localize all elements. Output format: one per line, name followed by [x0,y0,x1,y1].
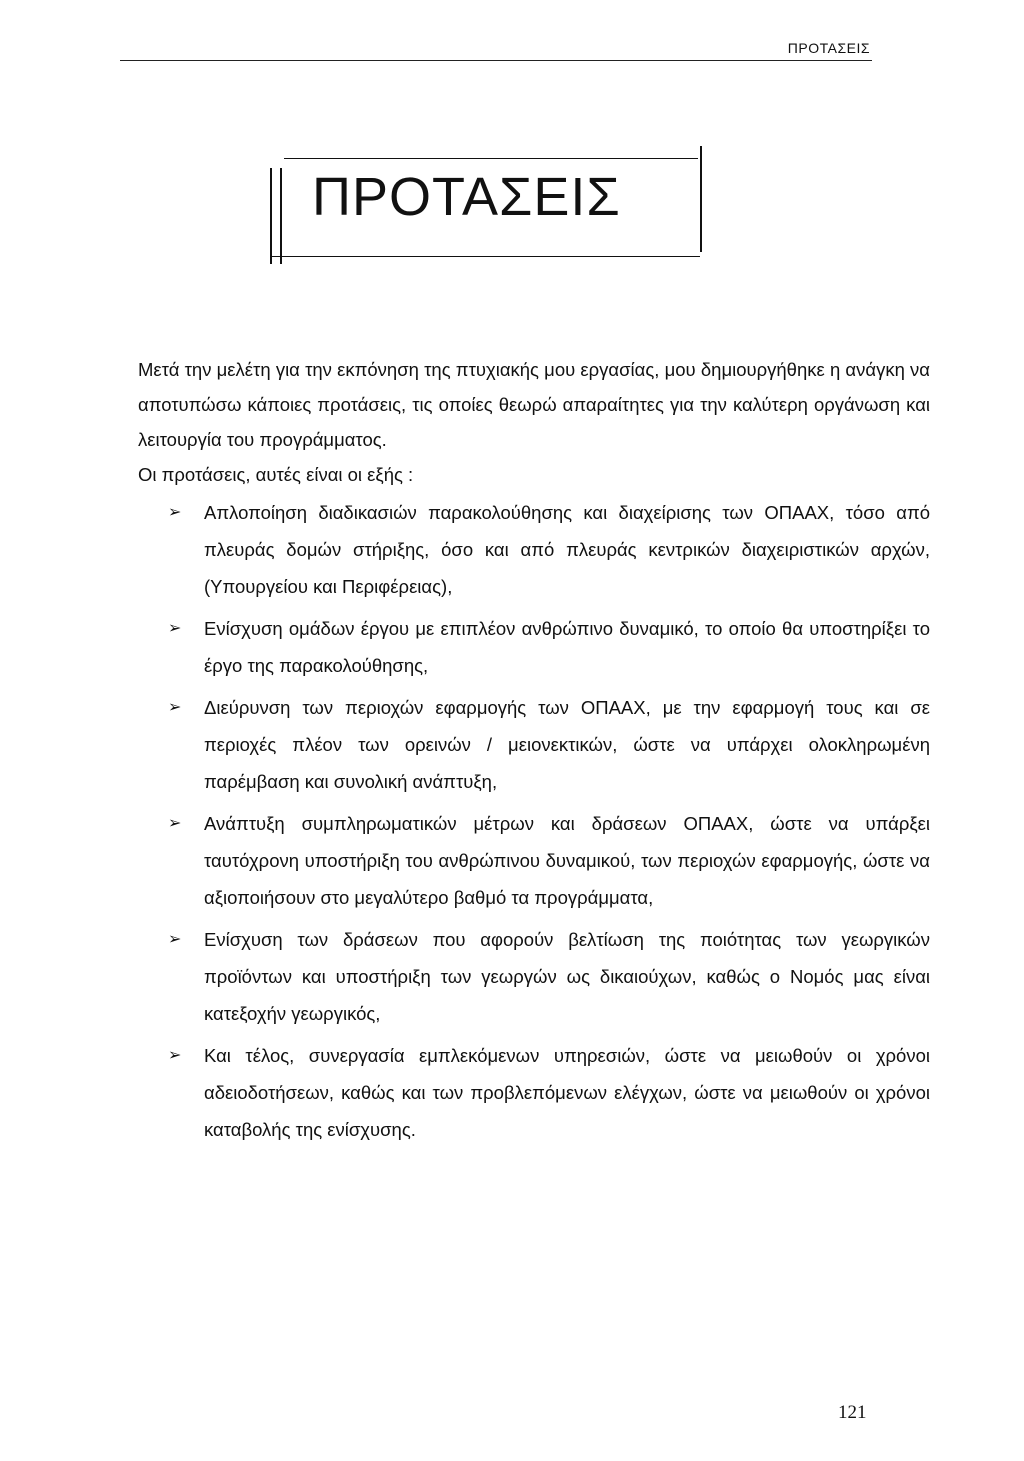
title-box-left-border-inner [280,168,282,264]
page-title: ΠΡΟΤΑΣΕΙΣ [312,167,621,227]
proposal-text: Και τέλος, συνεργασία εμπλεκόμενων υπηρεσιών, ώστε να μειωθούν οι χρόνοι αδειοδοτήσεων, καθώς και των προβλεπόμενων ελέγχων, ώστε να μειωθούν οι χρόνοι καταβολής της ενίσχυσης. [204,1045,930,1140]
intro-lead: Οι προτάσεις, αυτές είναι οι εξής : [138,464,414,485]
proposal-item [138,1037,930,1148]
arrow-bullet-icon: ➢ [168,699,182,716]
arrow-bullet-icon: ➢ [168,931,182,948]
title-box-left-border-outer [270,168,272,264]
proposal-item [138,610,930,684]
proposal-item [138,689,930,800]
page-number: 121 [838,1402,867,1423]
proposals-list [138,494,930,1148]
proposal-text: Ενίσχυση ομάδων έργου με επιπλέον ανθρώπινο δυναμικό, το οποίο θα υποστηρίξει το έργο της παρακολούθησης, [204,618,930,676]
intro-text: Μετά την μελέτη για την εκπόνηση της πτυχιακής μου εργασίας, μου δημιουργήθηκε η ανάγκη να αποτυπώσω κάποιες προτάσεις, τις οποίες θεωρώ απαραίτητες για την καλύτερη οργάνωση και λειτουργία του προγράμματος. [138,359,930,450]
header-rule [120,60,872,61]
title-box-right-border [700,146,702,252]
intro-paragraph [138,352,930,492]
arrow-bullet-icon: ➢ [168,620,182,637]
proposal-text: Απλοποίηση διαδικασιών παρακολούθησης και διαχείρισης των ΟΠΑΑΧ, τόσο από πλευράς δομών στήριξης, όσο και από πλευράς κεντρικών διαχειριστικών αρχών, (Υπουργείου και Περιφέρειας), [204,502,930,597]
proposal-item [138,805,930,916]
arrow-bullet-icon: ➢ [168,815,182,832]
proposal-item [138,494,930,605]
proposal-item [138,921,930,1032]
title-box-top-border [284,158,698,159]
arrow-bullet-icon: ➢ [168,1047,182,1064]
arrow-bullet-icon: ➢ [168,504,182,521]
proposal-text: Ανάπτυξη συμπληρωματικών μέτρων και δράσεων ΟΠΑΑΧ, ώστε να υπάρξει ταυτόχρονη υποστήριξη του ανθρώπινου δυναμικού, των περιοχών εφαρμογής, ώστε να αξιοποιήσουν στο μεγαλύτερο βαθμό τα προγράμματα, [204,813,930,908]
title-box-bottom-border [272,256,700,257]
proposal-text: Διεύρυνση των περιοχών εφαρμογής των ΟΠΑΑΧ, με την εφαρμογή τους και σε περιοχές πλέον των ορεινών / μειονεκτικών, ώστε να υπάρχει ολοκληρωμένη παρέμβαση και συνολική ανάπτυξη, [204,697,930,792]
main-content [138,352,930,1153]
running-header: ΠΡΟΤΑΣΕΙΣ [787,40,870,56]
title-box [266,146,706,264]
proposal-text: Ενίσχυση των δράσεων που αφορούν βελτίωση της ποιότητας των γεωργικών προϊόντων και υποστήριξη των γεωργών ως δικαιούχων, καθώς ο Νομός μας είναι κατεξοχήν γεωργικός, [204,929,930,1024]
